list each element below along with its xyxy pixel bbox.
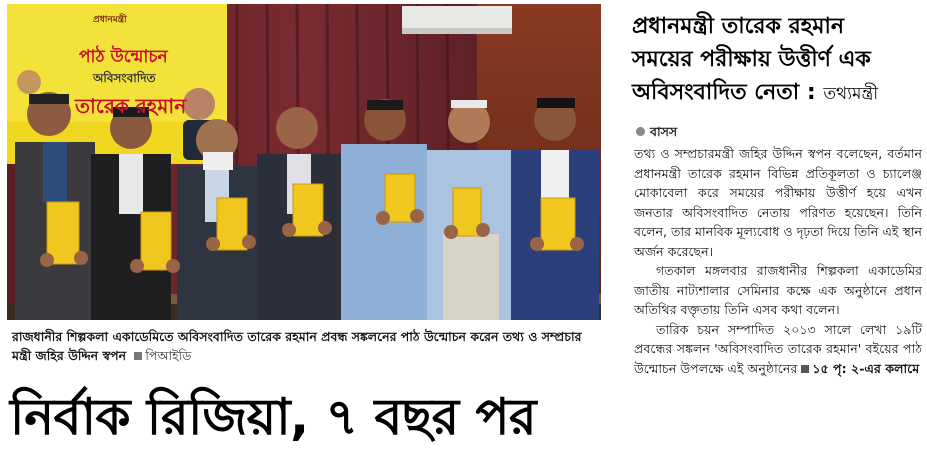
- jump-square-icon: [801, 365, 809, 373]
- article-paragraph: [634, 320, 922, 379]
- headline-suffix: তথ্যমন্ত্রী: [823, 84, 879, 104]
- headline-line-3: অবিসংবাদিত নেতা :: [632, 80, 816, 105]
- banner-title: পাঠ উন্মোচন: [79, 47, 168, 67]
- photo-credit: পিআইডি: [145, 348, 192, 363]
- bottom-headline: নির্বাক রিজিয়া, ৭ বছর পর: [10, 388, 536, 446]
- paragraph-text: তারিক চয়ন সম্পাদিত ২০১৩ সালে লেখা ১৯টি প্রবন্ধের সঙ্কলন 'অবিসংবাদিত তারেক রহমান' বইয়ের পাঠ উন্মোচন উপলক্ষে এই অনুষ্ঠানের: [634, 321, 922, 376]
- article: [612, 0, 924, 450]
- continued-on-link[interactable]: ১৫ পৃ: ২-এর কলামে: [812, 360, 920, 376]
- event-photo: [7, 4, 601, 320]
- caption-text: রাজধানীর শিল্পকলা একাডেমিতে অবিসংবাদিত তারেক রহমান প্রবন্ধ সঙ্কলনের পাঠ উন্মোচন করেন তথ্য ও সম্প্রচার মন্ত্রী জহির উদ্দিন স্বপন: [12, 329, 582, 363]
- banner-small-top: প্রধানমন্ত্রী: [93, 15, 127, 25]
- headline-line-1: প্রধানমন্ত্রী তারেক রহমান: [632, 14, 844, 39]
- byline: [636, 124, 677, 144]
- article-body: [634, 144, 922, 378]
- byline-source: বাসস: [650, 124, 678, 139]
- article-paragraph: গতকাল মঙ্গলবার রাজধানীর শিল্পকলা একাডেমির জাতীয় নাট্যশালার সেমিনার কক্ষে এক অনুষ্ঠানে প্রধান অতিথির বক্তৃতায় তিনি এসব কথা বলেন।: [634, 263, 922, 317]
- credit-square-icon: [134, 352, 142, 360]
- headline-line-2: সময়ের পরীক্ষায় উত্তীর্ণ এক: [632, 47, 871, 72]
- article-headline: [632, 10, 924, 111]
- banner-name: তারেক রহমান: [75, 94, 187, 118]
- banner-subtitle: অবিসংবাদিত: [93, 71, 156, 85]
- photo-caption: [12, 327, 602, 365]
- article-paragraph: তথ্য ও সম্প্রচারমন্ত্রী জহির উদ্দিন স্বপন বলেছেন, বর্তমান প্রধানমন্ত্রী তারেক রহমান বিভিন্ন প্রতিকূলতা ও চ্যালেঞ্জ মোকাবেলা করে সময়ের পরীক্ষায় উত্তীর্ণ হয়ে এখন জনতার অবিসংবাদিত নেতায় পরিণত হয়েছেন। তিনি বলেন, তার মানবিক মূল্যবোধ ও দৃঢ়তা দিয়ে তিনি এই স্থান অর্জন করেছেন।: [634, 146, 922, 259]
- bullet-icon: [636, 127, 645, 136]
